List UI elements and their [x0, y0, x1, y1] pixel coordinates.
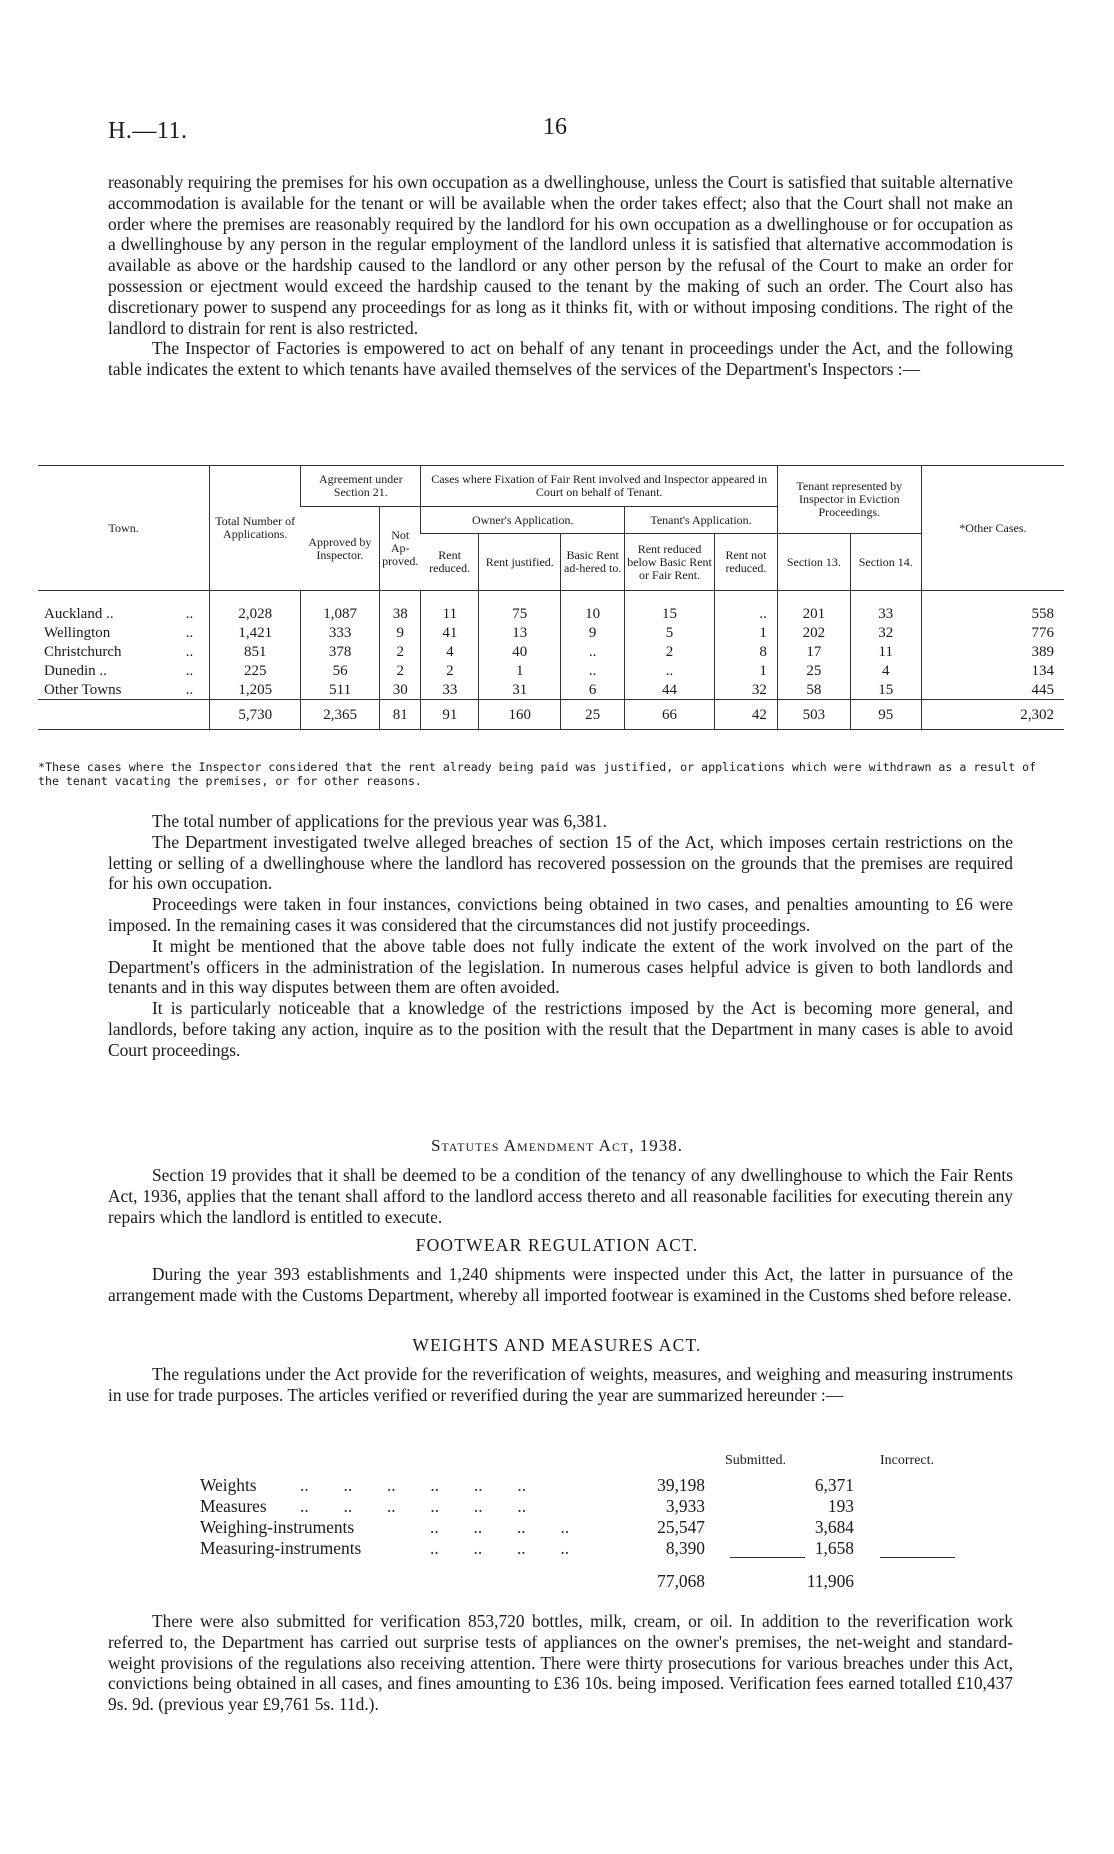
table-cell: 15	[625, 591, 715, 624]
table-cell: 2,028	[210, 591, 301, 624]
paragraph: During the year 393 establishments and 1,240 shipments were inspected under this Act, the latter in pursuance of the arrangement made with the Customs Department, whereby all imported footwear is examined in the Customs shed before release.	[108, 1264, 1013, 1305]
incorrect-sum-rule	[880, 1557, 955, 1558]
table-cell: 56	[301, 661, 380, 680]
leader-dots: ..	[185, 681, 194, 698]
weights-closing	[108, 1611, 1013, 1715]
table-cell: 9	[561, 623, 625, 642]
submitted-value: 3,933	[665, 1496, 705, 1516]
leader-dots: .. .. .. .. .. ..	[300, 1475, 527, 1495]
weights-row	[200, 1517, 960, 1538]
table-cell: 511	[301, 680, 380, 700]
table-cell: 5	[625, 623, 715, 642]
incorrect-value: 193	[827, 1496, 854, 1516]
total-cell: 91	[421, 700, 479, 730]
col-header-rent-reduced-below: Rent reduced below Basic Rent or Fair Rent.	[625, 534, 715, 591]
weights-row	[200, 1496, 960, 1517]
paragraph: reasonably requiring the premises for his own occupation as a dwellinghouse, unless the Court is satisfied that suitable alternative accommodation is available for the tenant or will be available when the order takes effect; also that the Court shall not make an order where the premises are reasonably required by the landlord for his own occupation as a dwellinghouse or for occupation as a dwellinghouse by any person in the regular employment of the landlord unless it is satisfied that alternative accommodation is available as above or the hardship caused to the landlord or any other person by the refusal of the Court to make an order for possession or ejectment would exceed the hardship caused to the tenant by the making of such an order. The Court also has discretionary power to suspend any proceedings for as long as it thinks fit, with or without imposing conditions. The right of the landlord to distrain for rent is also restricted.	[108, 172, 1013, 338]
table-cell: 41	[421, 623, 479, 642]
total-label	[38, 700, 210, 730]
col-header-not-approved: Not Ap-proved.	[380, 507, 421, 591]
article-label: Weighing-instruments	[200, 1517, 355, 1537]
submitted-value: 25,547	[657, 1517, 705, 1537]
leader-dots: ..	[185, 605, 194, 622]
total-cell: 95	[850, 700, 921, 730]
statutes-heading: Statutes Amendment Act, 1938.	[430, 1136, 684, 1155]
weights-heading: WEIGHTS AND MEASURES ACT.	[412, 1335, 702, 1355]
leader-dots: ..	[185, 624, 194, 641]
table-cell: 30	[380, 680, 421, 700]
col-header-tenants: Tenant's Application.	[625, 507, 778, 534]
town-cell	[38, 623, 210, 642]
table-cell: 13	[479, 623, 561, 642]
table-cell: 11	[421, 591, 479, 624]
table-cell: ..	[561, 642, 625, 661]
table-cell: 2	[421, 661, 479, 680]
article-label: Measures	[200, 1496, 267, 1516]
col-header-section14: Section 14.	[850, 534, 921, 591]
total-cell: 42	[714, 700, 777, 730]
table-cell: 225	[210, 661, 301, 680]
report-reference: H.—11.	[108, 118, 188, 144]
table-row	[38, 661, 1064, 680]
table-cell: 38	[380, 591, 421, 624]
col-header-agreement: Agreement under Section 21.	[301, 466, 421, 507]
col-header-submitted: Submitted.	[725, 1453, 787, 1468]
submitted-value: 39,198	[657, 1475, 705, 1495]
weights-row	[200, 1475, 960, 1496]
table-cell: 6	[561, 680, 625, 700]
town-name: Christchurch	[44, 643, 122, 660]
table-cell: ..	[714, 591, 777, 624]
town-name: Wellington	[44, 624, 111, 641]
town-cell	[38, 680, 210, 700]
leader-dots: ..	[185, 662, 194, 679]
leader-dots: .. .. .. ..	[430, 1517, 570, 1537]
table-cell: 389	[921, 642, 1064, 661]
table-total-row	[38, 700, 1064, 730]
col-header-rent-justified: Rent justified.	[479, 534, 561, 591]
statutes-text	[108, 1165, 1013, 1227]
table-cell: 202	[777, 623, 850, 642]
table-cell: ..	[625, 661, 715, 680]
table-cell: 9	[380, 623, 421, 642]
table-cell: 378	[301, 642, 380, 661]
total-cell: 503	[777, 700, 850, 730]
table-cell: 11	[850, 642, 921, 661]
incorrect-value: 3,684	[814, 1517, 854, 1537]
table-cell: 44	[625, 680, 715, 700]
total-cell: 25	[561, 700, 625, 730]
incorrect-value: 6,371	[814, 1475, 854, 1495]
table-row	[38, 623, 1064, 642]
col-header-basic-rent: Basic Rent ad-hered to.	[561, 534, 625, 591]
leader-dots: .. .. .. ..	[430, 1538, 570, 1558]
paragraph: The total number of applications for the previous year was 6,381.	[152, 811, 607, 831]
paragraph: Section 19 provides that it shall be deemed to be a condition of the tenancy of any dwellinghouse to which the Fair Rents Act, 1936, applies that the tenant shall afford to the landlord access thereto and all reasonable facilities for executing therein any repairs which the landlord is entitled to execute.	[108, 1165, 1013, 1227]
table-cell: 134	[921, 661, 1064, 680]
table-cell: 4	[850, 661, 921, 680]
town-cell	[38, 661, 210, 680]
col-header-owners: Owner's Application.	[421, 507, 625, 534]
total-cell: 5,730	[210, 700, 301, 730]
table-row	[38, 680, 1064, 700]
col-header-eviction: Tenant represented by Inspector in Eviction Proceedings.	[777, 466, 921, 534]
table-cell: 32	[714, 680, 777, 700]
town-cell	[38, 591, 210, 624]
table-cell: 58	[777, 680, 850, 700]
table-cell: 1	[479, 661, 561, 680]
table-cell: ..	[561, 661, 625, 680]
table-cell: 1,421	[210, 623, 301, 642]
col-header-approved: Approved by Inspector.	[301, 507, 380, 591]
table-cell: 31	[479, 680, 561, 700]
article-label: Measuring-instruments	[200, 1538, 362, 1558]
paragraph: There were also submitted for verification 853,720 bottles, milk, cream, or oil. In addition to the reverification work referred to, the Department has carried out surprise tests of appliances on the owner's premises, the net-weight and standard-weight provisions of the regulations also receiving attention. There were thirty prosecutions for various breaches under this Act, convictions being obtained in all cases, and fines amounting to £36 10s. being imposed. Verification fees earned totalled £10,437 9s. 9d. (previous year £9,761 5s. 11d.).	[108, 1611, 1013, 1715]
article-label: Weights	[200, 1475, 257, 1495]
paragraph: The regulations under the Act provide for the reverification of weights, measures, and weighing and measuring instruments in use for trade purposes. The articles verified or reverified during the year are summarized hereunder :—	[108, 1364, 1013, 1405]
table-cell: 1,205	[210, 680, 301, 700]
paragraph: It might be mentioned that the above table does not fully indicate the extent of the work involved on the part of the Department's officers in the administration of the legislation. In numerous cases helpful advice is given to both landlords and tenants and in this way disputes between them are often avoided.	[108, 935, 1013, 998]
table-cell: 40	[479, 642, 561, 661]
table-cell: 75	[479, 591, 561, 624]
weights-row	[200, 1538, 960, 1559]
col-header-rent-not-reduced: Rent not reduced.	[714, 534, 777, 591]
col-header-other: *Other Cases.	[921, 466, 1064, 591]
town-name: Other Towns	[44, 681, 122, 698]
col-header-fixation: Cases where Fixation of Fair Rent involved and Inspector appeared in Court on behalf of Tenant.	[421, 466, 778, 507]
table-cell: 15	[850, 680, 921, 700]
table-cell: 851	[210, 642, 301, 661]
table-cell: 1	[714, 623, 777, 642]
total-incorrect: 11,906	[806, 1571, 854, 1591]
paragraph: The Inspector of Factories is empowered to act on behalf of any tenant in proceedings under the Act, and the following table indicates the extent to which tenants have availed themselves of the services of the Department's Inspectors :—	[108, 338, 1013, 380]
table-cell: 201	[777, 591, 850, 624]
incorrect-value: 1,658	[814, 1538, 854, 1558]
table-cell: 25	[777, 661, 850, 680]
town-name: Auckland ..	[44, 605, 114, 622]
table-cell: 445	[921, 680, 1064, 700]
table-cell: 776	[921, 623, 1064, 642]
table-cell: 10	[561, 591, 625, 624]
table-row	[38, 642, 1064, 661]
col-header-total: Total Number of Applications.	[210, 466, 301, 591]
table-cell: 1,087	[301, 591, 380, 624]
weights-intro	[108, 1364, 1013, 1406]
col-header-town: Town.	[38, 466, 210, 591]
table-row	[38, 591, 1064, 624]
total-cell: 66	[625, 700, 715, 730]
table-cell: 1	[714, 661, 777, 680]
total-cell: 160	[479, 700, 561, 730]
table-cell: 333	[301, 623, 380, 642]
leader-dots: ..	[185, 643, 194, 660]
tenancy-applications-table	[38, 465, 1064, 730]
table-cell: 4	[421, 642, 479, 661]
table-cell: 2	[380, 661, 421, 680]
leader-dots: .. .. .. .. .. ..	[300, 1496, 527, 1516]
body-text	[108, 811, 1013, 1061]
paragraph: Proceedings were taken in four instances, convictions being obtained in two cases, and penalties amounting to £6 were imposed. In the remaining cases it was considered that the circumstances did not justify proceedings.	[108, 894, 1013, 935]
table-cell: 2	[625, 642, 715, 661]
col-header-incorrect: Incorrect.	[880, 1453, 935, 1468]
table-cell: 32	[850, 623, 921, 642]
col-header-section13: Section 13.	[777, 534, 850, 591]
page-number: 16	[543, 114, 567, 140]
table-footnote: *These cases where the Inspector considered that the rent already being paid was justified, or applications which were withdrawn as a result of the tenant vacating the premises, or for other reasons.	[38, 760, 1037, 788]
paragraph: It is particularly noticeable that a knowledge of the restrictions imposed by the Act is becoming more general, and landlords, before taking any action, inquire as to the position with the result that the Department in many cases is able to avoid Court proceedings.	[108, 998, 1013, 1060]
table-cell: 8	[714, 642, 777, 661]
footwear-text	[108, 1264, 1013, 1306]
table-cell: 2	[380, 642, 421, 661]
paragraph: The Department investigated twelve alleged breaches of section 15 of the Act, which imposes certain restrictions on the letting or selling of a dwellinghouse where the landlord has recovered possession on the grounds that the premises are required for his own occupation.	[108, 831, 1013, 894]
town-cell	[38, 642, 210, 661]
total-cell: 2,302	[921, 700, 1064, 730]
col-header-rent-reduced: Rent reduced.	[421, 534, 479, 591]
total-cell: 81	[380, 700, 421, 730]
submitted-sum-rule	[730, 1557, 805, 1558]
table-cell: 17	[777, 642, 850, 661]
submitted-value: 8,390	[665, 1538, 705, 1558]
town-name: Dunedin ..	[44, 662, 107, 679]
footwear-heading: FOOTWEAR REGULATION ACT.	[415, 1235, 699, 1255]
total-submitted: 77,068	[657, 1571, 705, 1591]
table-cell: 33	[421, 680, 479, 700]
table-cell: 558	[921, 591, 1064, 624]
table-cell: 33	[850, 591, 921, 624]
total-cell: 2,365	[301, 700, 380, 730]
intro-text	[108, 172, 1013, 380]
